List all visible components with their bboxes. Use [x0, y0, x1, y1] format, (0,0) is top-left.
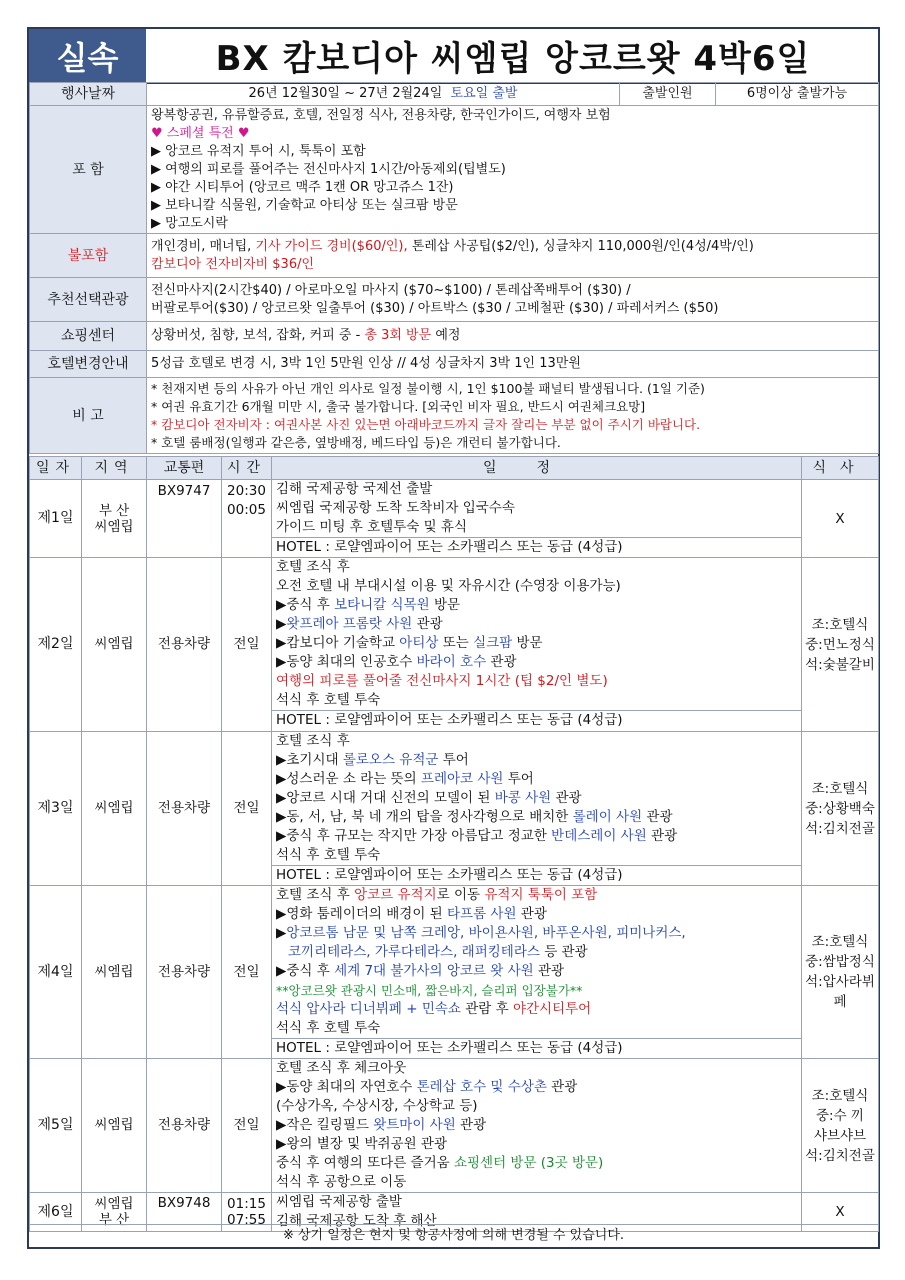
region: 부 산 씨엠립: [82, 480, 147, 558]
include-label: 포 함: [30, 106, 147, 234]
include-line: 왕복항공권, 유류할증료, 호텔, 전일정 식사, 전용차량, 한국인가이드, 여행자 보험: [151, 107, 611, 123]
option-line: 전신마사지(2시간$40) / 아로마오일 마사지 ($70~$100) / 톤레삽쪽배투어 ($30) /: [151, 282, 631, 298]
note-line: * 호텔 룸배정(일행과 같은층, 옆방배정, 베드타입 등)은 개런티 불가합니다.: [151, 434, 561, 450]
itinerary-line: 석식 후 공항으로 이동: [276, 1174, 407, 1190]
itinerary-line: 씨엠립 국제공항 출발: [276, 1194, 402, 1210]
day-label: 제2일: [30, 558, 82, 732]
shopping-visits: 총 3회 방문: [364, 328, 432, 343]
itinerary: [272, 480, 802, 558]
option-label: 추천선택관광: [30, 278, 147, 322]
exclude-visa-fee: 캄보디아 전자비자비 $36/인: [151, 256, 315, 272]
hotel-line: HOTEL : 로얄엠파이어 또는 소카팰리스 또는 동급 (4성급): [272, 710, 801, 730]
time: 전일: [222, 1059, 272, 1193]
schedule-row: [30, 732, 879, 886]
shopping-label: 쇼핑센터: [30, 322, 147, 351]
hotel-line: HOTEL : 로얄엠파이어 또는 소카팰리스 또는 동급 (4성급): [272, 865, 801, 885]
itinerary-line: ▶성스러운 소 라는 뜻의 프레아코 사원 투어: [276, 771, 534, 787]
meal: 조:호텔식 중:상황백숙 석:김치전골: [802, 732, 879, 886]
itinerary-line: 호텔 조식 후 체크아웃: [276, 1060, 407, 1076]
exclude-text: 톤레삽 사공팁($2/인), 싱글챠지 110,000원/인(4성/4박/인): [407, 238, 754, 254]
transport: 전용차량: [147, 886, 222, 1059]
itinerary-line: 씨엠립 국제공항 도착 도착비자 입국수속: [276, 500, 515, 516]
itinerary-line: 호텔 조식 후: [276, 559, 350, 575]
itinerary-line: ▶동양 최대의 자연호수 톤레삽 호수 및 수상촌 관광: [276, 1079, 578, 1095]
itinerary-line: 호텔 조식 후 앙코르 유적지로 이동 유적지 툭툭이 포함: [276, 887, 598, 903]
schedule-row: [30, 558, 879, 732]
date-range: 26년 12월30일 ~ 27년 2월24일: [248, 86, 443, 101]
itinerary-line: ▶왕의 별장 및 박쥐공원 관광: [276, 1136, 447, 1152]
schedule-row: [30, 480, 879, 558]
itinerary: [272, 558, 802, 732]
note-label: 비 고: [30, 378, 147, 454]
meal: X: [802, 480, 879, 558]
shopping-text: 상황버섯, 침향, 보석, 잡화, 커피 중 -: [151, 328, 365, 343]
exclude-guide-fee: 기사 가이드 경비($60/인),: [255, 238, 408, 254]
meal: 조:호텔식 중:수 끼 샤브샤브 석:김치전골: [802, 1059, 879, 1193]
itinerary-line: ▶앙코르 시대 거대 신전의 모델이 된 바콩 사원 관광: [276, 790, 582, 806]
region: 씨엠립: [82, 558, 147, 732]
transport: BX9747: [147, 480, 222, 558]
shopping-text: 예정: [431, 328, 461, 343]
page-header: [29, 29, 878, 84]
itinerary-sheet: [27, 27, 880, 1249]
itinerary-line: 석식 후 호텔 투숙: [276, 692, 381, 708]
transport: 전용차량: [147, 732, 222, 886]
meal: 조:호텔식 중:먼노정식 석:숯불갈비: [802, 558, 879, 732]
itinerary-line: **앙코르왓 관광시 민소매, 짧은바지, 슬리퍼 입장불가**: [276, 983, 583, 998]
day-label: 제6일: [30, 1193, 82, 1232]
include-content: [147, 106, 879, 234]
schedule-row: [30, 1059, 879, 1193]
region: 씨엠립: [82, 886, 147, 1059]
exclude-text: 개인경비, 매너팁,: [151, 238, 256, 254]
option-line: 버팔로투어($30) / 앙코르왓 일출투어 ($30) / 아트박스 ($30 / 고베철판 ($30) / 파레서커스 ($50): [151, 300, 719, 316]
col-meal: 식사: [802, 457, 879, 480]
col-day: 일자: [30, 457, 82, 480]
hotel-change-label: 호텔변경안내: [30, 351, 147, 378]
itinerary-line: ▶동, 서, 남, 북 네 개의 탑을 정사각형으로 배치한 롤레이 사원 관광: [276, 809, 673, 825]
itinerary-line: ▶앙코르톰 남문 및 남쪽 크레앙, 바이욘사원, 바푸온사원, 피미나커스,: [276, 925, 686, 941]
col-time: 시간: [222, 457, 272, 480]
time: 20:30 00:05: [222, 480, 272, 558]
hotel-change-content: 5성급 호텔로 변경 시, 3박 1인 5만원 인상 // 4성 싱글차지 3박 1인 13만원: [147, 351, 879, 378]
itinerary-line: 김해 국제공항 도착 후 해산: [276, 1213, 437, 1229]
time: 전일: [222, 558, 272, 732]
col-region: 지역: [82, 457, 147, 480]
itinerary-line: ▶초기시대 롤로오스 유적군 투어: [276, 752, 469, 768]
itinerary-line: 여행의 피로를 풀어줄 전신마사지 1시간 (팁 $2/인 별도): [276, 673, 608, 689]
date-value: [147, 83, 620, 106]
schedule-row: [30, 886, 879, 1059]
region: 씨엠립: [82, 732, 147, 886]
hotel-line: HOTEL : 로얄엠파이어 또는 소카팰리스 또는 동급 (4성급): [272, 537, 801, 557]
include-line: ▶ 보타니칼 식물원, 기술학교 아티상 또는 실크팜 방문: [151, 197, 458, 213]
people-value: 6명이상 출발가능: [716, 83, 879, 106]
include-line: ▶ 여행의 피로를 풀어주는 전신마사지 1시간/아동제외(팁별도): [151, 161, 506, 177]
itinerary: [272, 886, 802, 1059]
itinerary-line: ▶영화 툼레이더의 배경이 된 타프롬 사원 관광: [276, 906, 547, 922]
day-label: 제1일: [30, 480, 82, 558]
time: 전일: [222, 886, 272, 1059]
include-line: ♥ 스페셜 특전 ♥: [151, 125, 250, 141]
day-label: 제3일: [30, 732, 82, 886]
info-table: [29, 82, 879, 454]
region: 씨엠립: [82, 1059, 147, 1193]
day-label: 제4일: [30, 886, 82, 1059]
itinerary-line: 석식 후 호텔 투숙: [276, 1020, 381, 1036]
date-label: 행사날짜: [30, 83, 147, 106]
itinerary-line: 석식 후 호텔 투숙: [276, 847, 381, 863]
itinerary-line: 코끼리테라스, 가루다테라스, 래퍼킹테라스 등 관광: [288, 944, 588, 960]
meal: 조:호텔식 중:쌈밥정식 석:압사라뷔페: [802, 886, 879, 1059]
transport: 전용차량: [147, 558, 222, 732]
day-label: 제5일: [30, 1059, 82, 1193]
itinerary-line: 가이드 미팅 후 호텔투숙 및 휴식: [276, 519, 467, 535]
itinerary-line: ▶중식 후 규모는 작지만 가장 아름답고 정교한 반데스레이 사원 관광: [276, 828, 678, 844]
include-line: ▶ 앙코르 유적지 투어 시, 툭툭이 포함: [151, 143, 366, 159]
itinerary-line: ▶작은 킬링필드 왓트마이 사원 관광: [276, 1117, 487, 1133]
note-line: * 캄보디아 전자비자 : 여권사본 사진 있는면 아래바코드까지 글자 잘리는 부분 없이 주시기 바랍니다.: [151, 416, 701, 432]
people-label: 출발인원: [620, 83, 716, 106]
itinerary-line: ▶왓프레아 프롬랏 사원 관광: [276, 616, 443, 632]
include-line: ▶ 야간 시티투어 (앙코르 맥주 1캔 OR 망고쥬스 1잔): [151, 179, 454, 195]
footer-note: ※ 상기 일정은 현지 및 항공사정에 의해 변경될 수 있습니다.: [29, 1224, 878, 1247]
region: 씨엠립 부 산: [82, 1193, 147, 1232]
transport: 전용차량: [147, 1059, 222, 1193]
departure-day: 토요일 출발: [450, 86, 518, 101]
note-line: * 여권 유효기간 6개월 미만 시, 출국 불가합니다. [외국인 비자 필요, 반드시 여권체크요망]: [151, 398, 646, 414]
itinerary: [272, 1059, 802, 1193]
itinerary-line: ▶캄보디아 기술학교 아티상 또는 실크팜 방문: [276, 635, 543, 651]
col-transport: 교통편: [147, 457, 222, 480]
time: 01:15 07:55: [222, 1193, 272, 1232]
itinerary-line: ▶중식 후 세계 7대 불가사의 앙코르 왓 사원 관광: [276, 963, 565, 979]
page-title: BX 캄보디아 씨엠립 앙코르왓 4박6일: [215, 39, 811, 79]
option-content: [147, 278, 879, 322]
itinerary-line: 석식 압사라 디너뷔페 + 민속쇼 관람 후 야간시티투어: [276, 1001, 592, 1017]
meal: X: [802, 1193, 879, 1232]
transport: BX9748: [147, 1193, 222, 1232]
itinerary-line: 중식 후 여행의 또다른 즐거움 쇼핑센터 방문 (3곳 방문): [276, 1155, 604, 1171]
itinerary-line: 김해 국제공항 국제선 출발: [276, 481, 433, 497]
itinerary-line: (수상가옥, 수상시장, 수상학교 등): [276, 1098, 478, 1114]
include-line: ▶ 망고도시락: [151, 215, 228, 231]
schedule-table: [29, 456, 879, 1232]
itinerary-line: ▶중식 후 보타니칼 식목원 방문: [276, 597, 461, 613]
col-itinerary: 일정: [272, 457, 802, 480]
itinerary-line: 오전 호텔 내 부대시설 이용 및 자유시간 (수영장 이용가능): [276, 578, 621, 594]
itinerary: [272, 732, 802, 886]
shopping-content: [147, 322, 879, 351]
itinerary-line: ▶동양 최대의 인공호수 바라이 호수 관광: [276, 654, 517, 670]
category-tag: 실속: [29, 29, 146, 82]
hotel-line: HOTEL : 로얄엠파이어 또는 소카팰리스 또는 동급 (4성급): [272, 1038, 801, 1058]
note-content: [147, 378, 879, 454]
note-line: * 천재지변 등의 사유가 아닌 개인 의사로 일정 불이행 시, 1인 $100불 패널티 발생됩니다. (1일 기준): [151, 380, 705, 396]
exclude-content: [147, 234, 879, 278]
itinerary-line: 호텔 조식 후: [276, 733, 350, 749]
time: 전일: [222, 732, 272, 886]
exclude-label: 불포함: [30, 234, 147, 278]
